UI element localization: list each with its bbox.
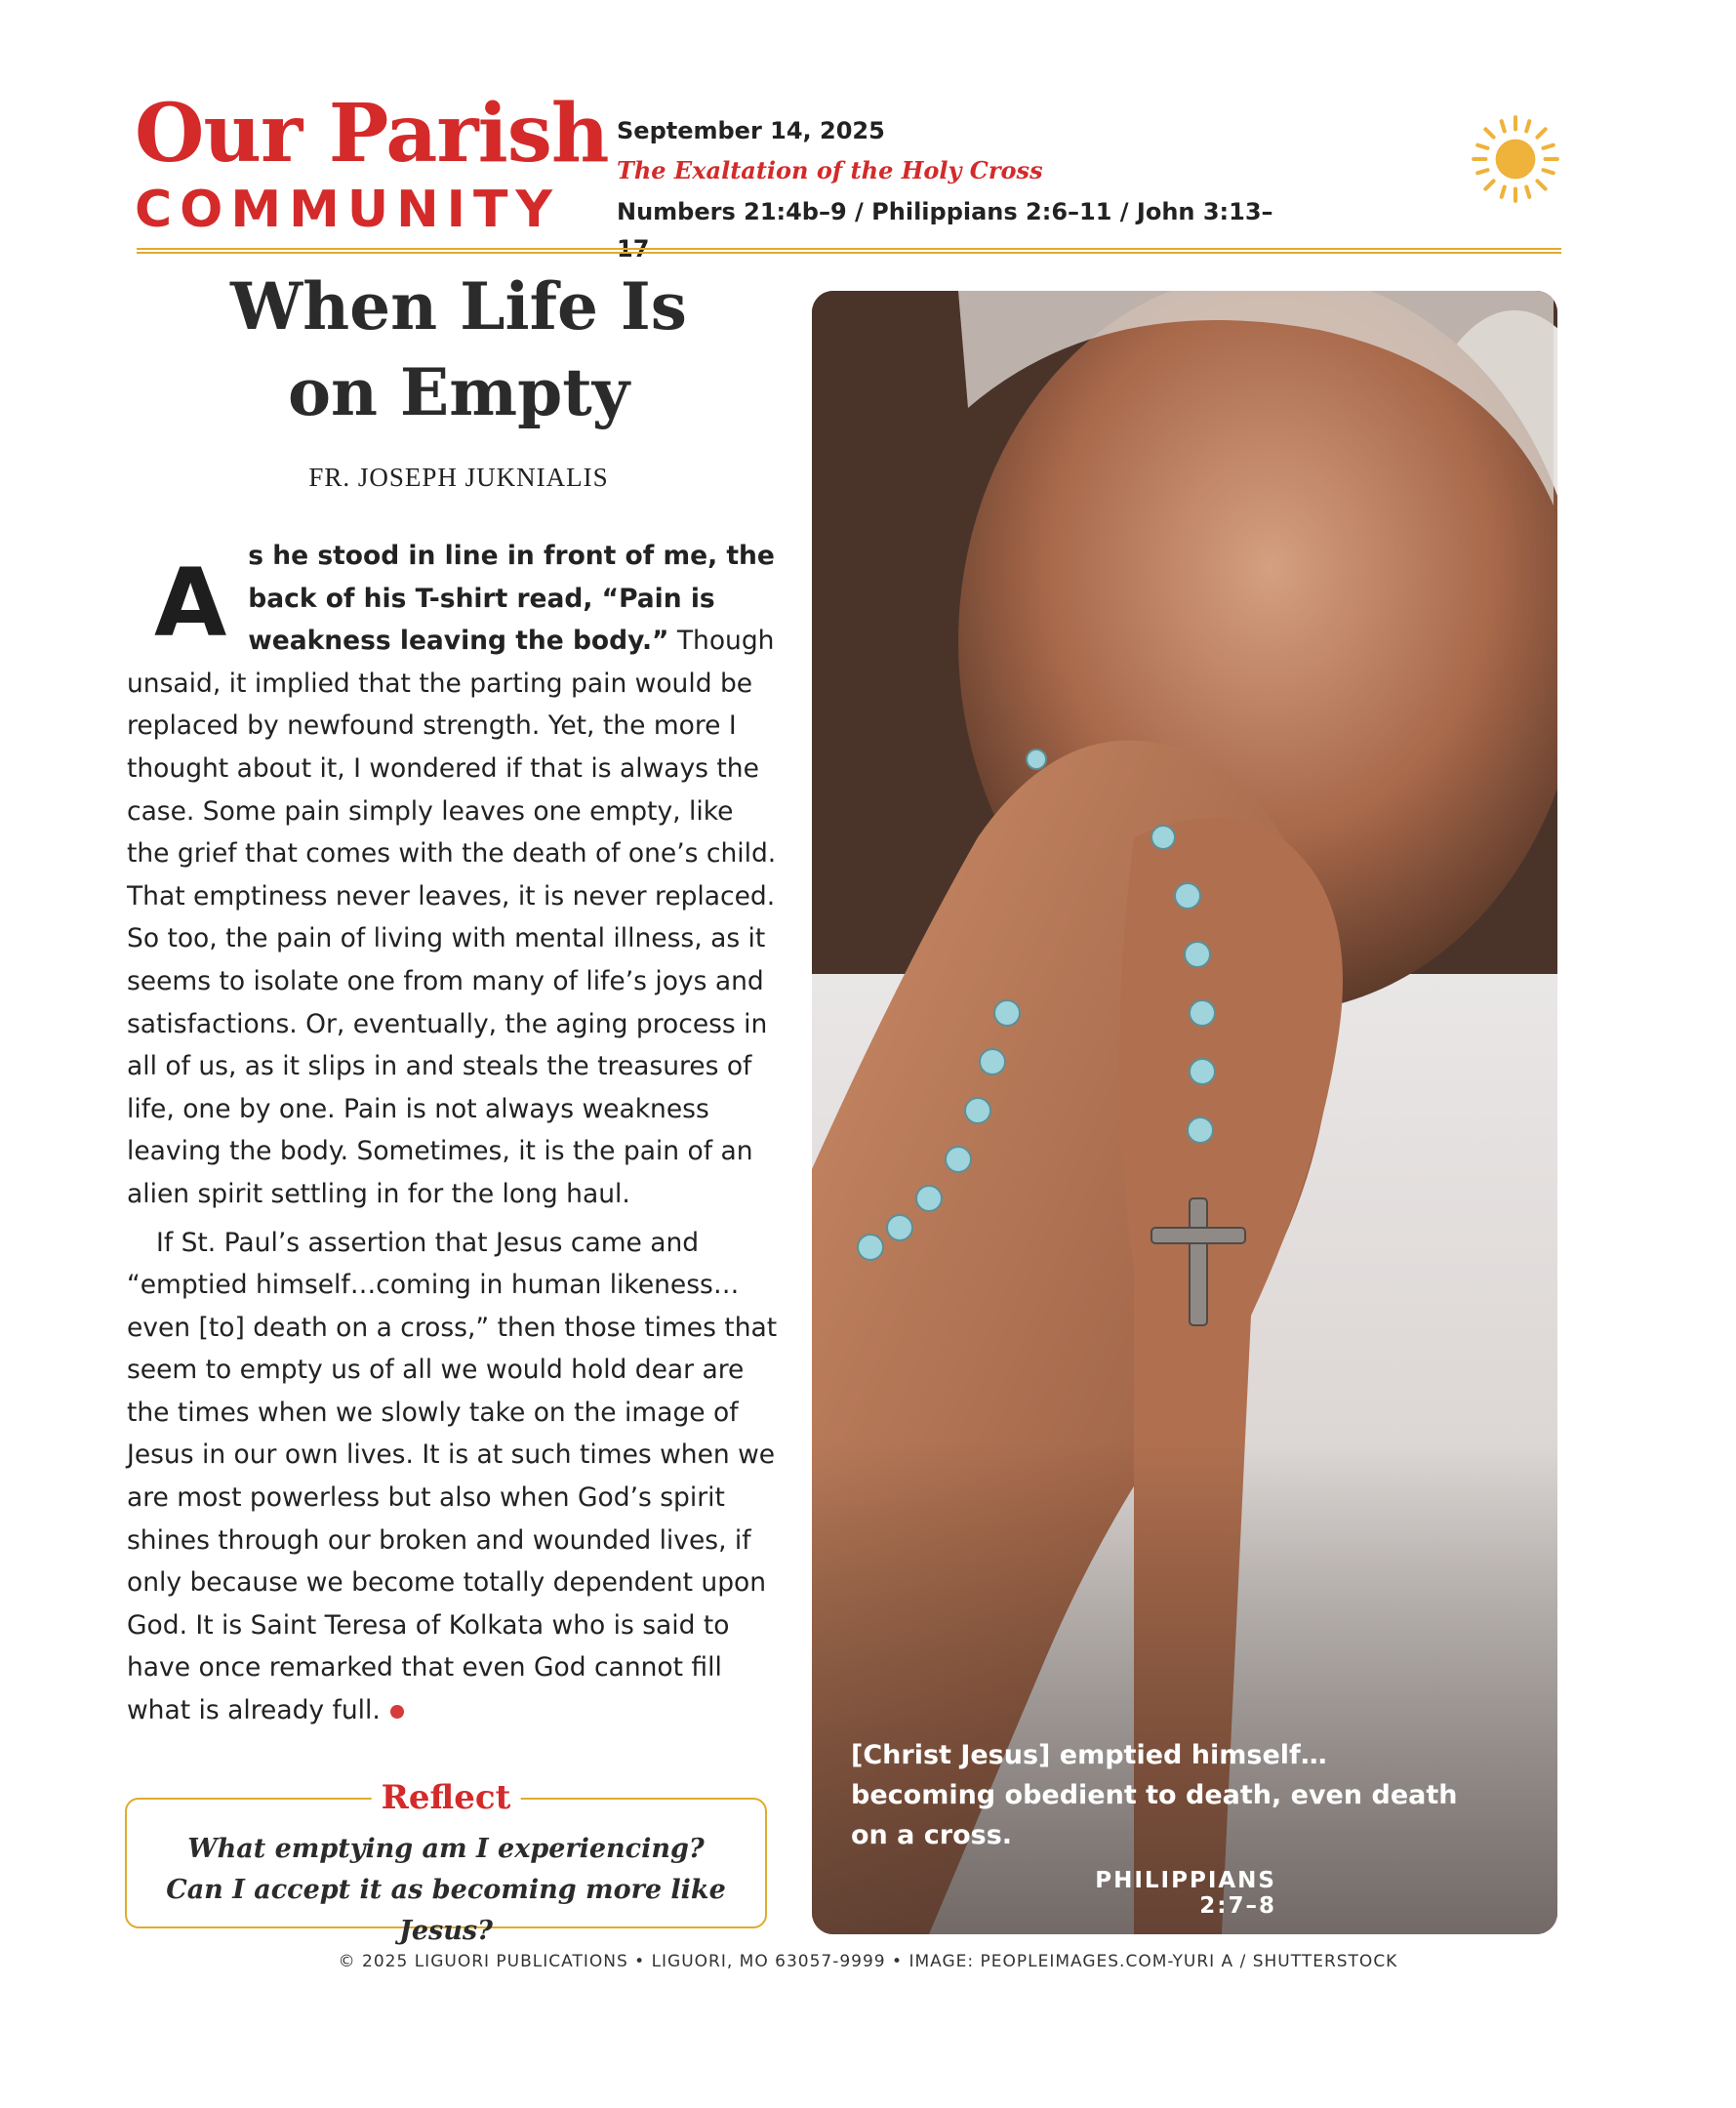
issue-date: September 14, 2025 bbox=[617, 117, 885, 144]
paragraph-1-text: Though unsaid, it implied that the parting pain would be replaced by newfound strength. Yet, the more I thought about it, I wondered if that is always the case. Some pain simply leaves one empty, like the grief that comes with the death of one’s child. That emptiness never leaves, it is never replaced. So too, the pain of living with mental illness, as it seems to isolate one from many of life’s joys and satisfactions. Or, eventually, the aging process in all of us, as it slips in and steals the treasures of life, one by one. Pain is not always weakness leaving the body. Sometimes, it is the pain of an alien spirit settling in for the long haul. bbox=[127, 626, 777, 1209]
header-divider bbox=[137, 248, 1561, 254]
reflect-questions bbox=[127, 1829, 765, 1952]
sun-icon bbox=[1466, 109, 1565, 209]
reflect-question-1: What emptying am I experiencing? bbox=[187, 1834, 705, 1864]
scripture-readings: Numbers 21:4b–9 / Philippians 2:6–11 / John 3:13–17 bbox=[617, 198, 1273, 263]
reflect-question-2: Can I accept it as becoming more like Jesus? bbox=[166, 1875, 726, 1946]
paragraph-1 bbox=[127, 535, 781, 1216]
article-title bbox=[127, 264, 790, 435]
logo-bottom-text: COMMUNITY bbox=[135, 181, 561, 239]
author-byline: FR. JOSEPH JUKNIALIS bbox=[308, 463, 609, 492]
reflect-box bbox=[125, 1778, 767, 1946]
title-line-1: When Life Is bbox=[230, 268, 687, 345]
end-mark-icon bbox=[390, 1705, 404, 1719]
paragraph-2-text: If St. Paul’s assertion that Jesus came and “emptied himself…coming in human likeness…even [to] death on a cross,” then those times that seem to empty us of all we would hold dear are the times when we slowly take on the image of Jesus in our own lives. It is at such times when we are most powerless but also when God’s spirit shines through our broken and wounded lives, if only because we become totally dependent upon God. It is Saint Teresa of Kolkata who is said to have once remarked that even God cannot fill what is already full. bbox=[127, 1227, 778, 1726]
reflect-title: Reflect bbox=[372, 1778, 521, 1817]
photo-quote-reference: PHILIPPIANS 2:7–8 bbox=[1095, 1868, 1276, 1919]
photo-quote: [Christ Jesus] emptied himself… becoming obedient to death, even death on a cross. bbox=[851, 1740, 1458, 1850]
feast-name: The Exaltation of the Holy Cross bbox=[617, 156, 1043, 184]
article-photo bbox=[812, 291, 1557, 1934]
parish-logo bbox=[135, 87, 609, 239]
lead-sentence: s he stood in line in front of me, the back of his T-shirt read, “Pain is weakness leaving the body.” bbox=[248, 541, 775, 657]
logo-top-text: Our Parish bbox=[135, 87, 609, 181]
copyright-footer: © 2025 LIGUORI PUBLICATIONS • LIGUORI, MO 63057-9999 • IMAGE: PEOPLEIMAGES.COM-YURI A / SHUTTERSTOCK bbox=[338, 1952, 1398, 1971]
article-body bbox=[127, 535, 781, 1732]
title-line-2: on Empty bbox=[287, 354, 630, 430]
praying-man-illustration bbox=[812, 291, 1557, 1934]
header-info bbox=[617, 113, 1300, 267]
drop-cap: A bbox=[154, 548, 227, 658]
paragraph-2 bbox=[127, 1222, 781, 1732]
